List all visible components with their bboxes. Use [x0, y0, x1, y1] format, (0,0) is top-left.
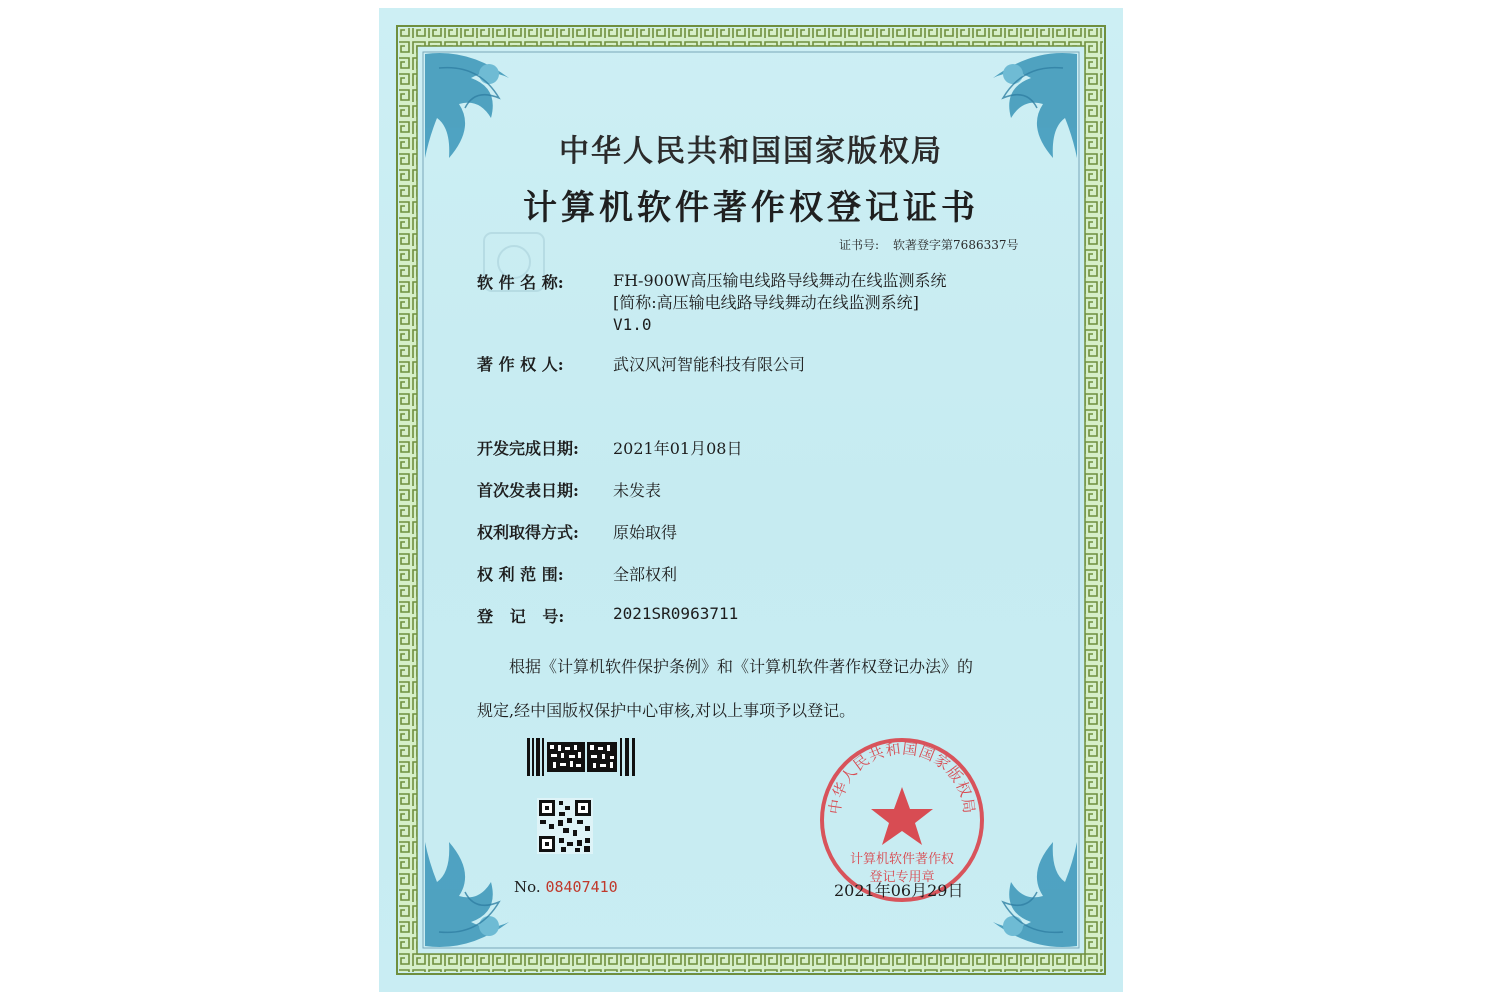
software-name-line1: FH-900W高压输电线路导线舞动在线监测系统: [613, 271, 947, 290]
field-acquisition-method: [477, 520, 677, 543]
field-first-publication: [477, 478, 661, 501]
seal-line1: 计算机软件著作权: [849, 852, 955, 867]
serial-number-value: 08407410: [545, 878, 618, 896]
authority-title: 中华人民共和国国家版权局: [559, 134, 943, 169]
scope-label: 权 利 范 围:: [477, 565, 564, 584]
certificate: [379, 8, 1123, 992]
software-name-value: [613, 270, 946, 336]
completion-date-label: 开发完成日期:: [477, 439, 579, 458]
certificate-number-value: 软著登字第7686337号: [893, 238, 1019, 252]
registration-no-value: 2021SR0963711: [613, 604, 739, 623]
first-publication-label: 首次发表日期:: [477, 481, 579, 500]
field-scope: [477, 562, 677, 585]
copyright-owner-value: 武汉风河智能科技有限公司: [613, 355, 806, 374]
serial-number: [514, 878, 618, 896]
field-copyright-owner: [477, 352, 805, 375]
serial-number-label: No.: [514, 878, 541, 896]
field-software-name: [477, 270, 946, 336]
scope-value: 全部权利: [613, 565, 678, 584]
registration-no-label: 登 记 号:: [477, 607, 565, 626]
qr-code: [537, 798, 593, 858]
software-name-label: 软 件 名 称:: [477, 273, 564, 292]
certificate-number: [839, 236, 1019, 253]
barcode: [527, 738, 637, 780]
issue-date: 2021年06月29日: [834, 881, 964, 900]
software-name-line2: [简称:高压输电线路导线舞动在线监测系统]: [613, 293, 919, 312]
statement-line2: 规定,经中国版权保护中心审核,对以上事项予以登记。: [477, 701, 856, 720]
field-completion-date: [477, 436, 742, 459]
certificate-title: 计算机软件著作权登记证书: [523, 188, 979, 228]
seal-line2: 登记专用章: [869, 870, 935, 885]
statement-line1: 根据《计算机软件保护条例》和《计算机软件著作权登记办法》的: [509, 657, 974, 676]
software-name-version: V1.0: [613, 315, 652, 334]
seal-ring-text: 中华人民共和国国家版权局: [825, 739, 979, 816]
certificate-number-label: 证书号:: [839, 238, 880, 252]
acquisition-method-label: 权利取得方式:: [477, 523, 579, 542]
field-registration-no: [477, 604, 738, 627]
completion-date-value: 2021年01月08日: [613, 439, 743, 458]
acquisition-method-value: 原始取得: [613, 523, 678, 542]
first-publication-value: 未发表: [613, 481, 662, 500]
copyright-owner-label: 著 作 权 人:: [477, 355, 564, 374]
